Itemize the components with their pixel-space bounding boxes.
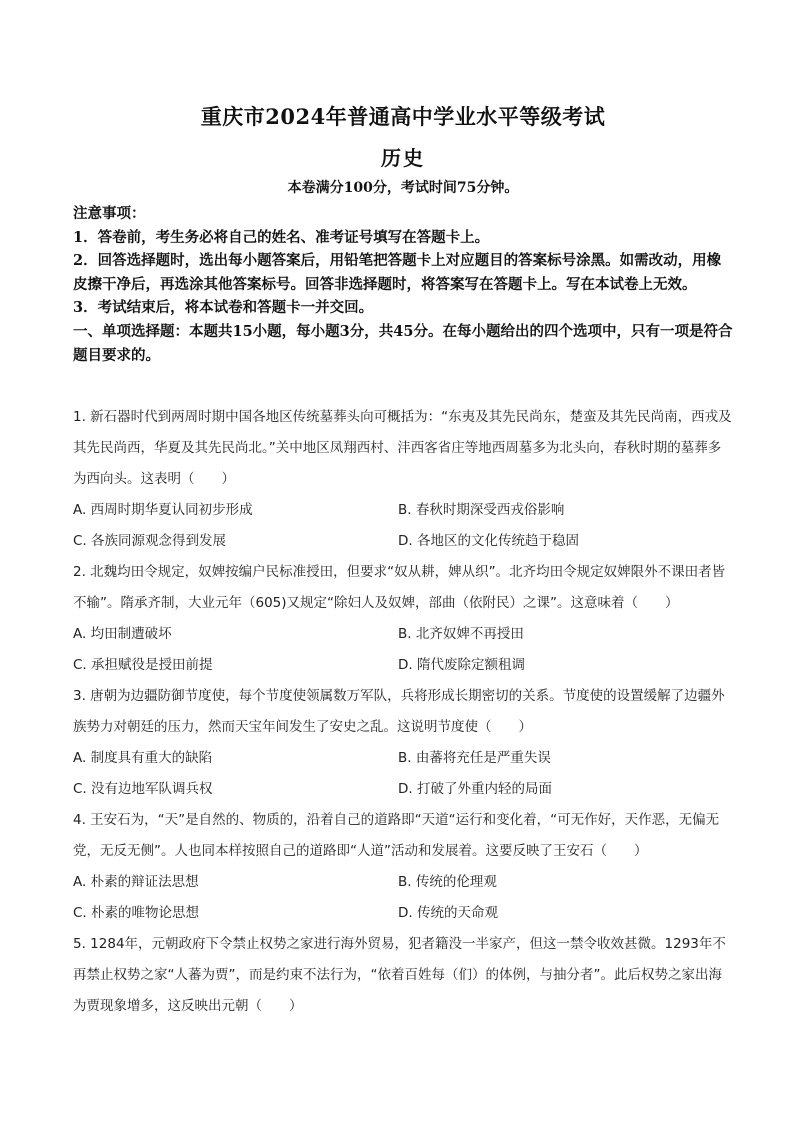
options-grid xyxy=(73,495,733,557)
question-stem: 5. 1284年，元朝政府下令禁止权势之家进行海外贸易，犯者籍没一半家产，但这一禁令收效甚微。1293年不再禁止权势之家“人蕃为贾”，而是约束不法行为，“依着百姓每（们）的体例，与抽分者”。此后权势之家出海为贾现象增多，这反映出元朝（ ） xyxy=(73,936,726,1014)
note-item-3: 3．考试结束后，将本试卷和答题卡一并交回。 xyxy=(73,299,374,316)
option: D. 打破了外重内轻的局面 xyxy=(398,781,552,797)
notes-block xyxy=(73,202,733,368)
exam-title: 重庆市2024年普通高中学业水平等级考试 xyxy=(200,104,606,129)
question-stem: 2. 北魏均田令规定，奴婢按编户民标准授田，但要求“奴从耕，婢从织”。北齐均田令规定奴婢限外不课田者皆不输”。隋承齐制，大业元年（605)又规定“除妇人及奴婢，部曲（依附民）之课”。这意味着（ ） xyxy=(73,564,726,611)
notes-heading: 注意事项： xyxy=(73,205,146,222)
option: A. 制度具有重大的缺陷 xyxy=(73,750,213,766)
option: C. 各族同源观念得到发展 xyxy=(73,533,227,549)
exam-meta: 本卷满分100分，考试时间75分钟。 xyxy=(287,180,519,196)
note-item-1: 1．答卷前，考生务必将自己的姓名、准考证号填写在答题卡上。 xyxy=(73,228,490,246)
option: D. 隋代废除定额租调 xyxy=(398,657,525,673)
question-stem: 4. 王安石为，“天”是自然的、物质的，沿着自己的道路即“天道“运行和变化着，“可无作好，天作恶，无偏无党，无反无侧”。人也同本样按照自己的道路即“人道”活动和发展着。这要反映了王安石（ ） xyxy=(73,812,720,859)
option: B. 春秋时期深受西戎俗影响 xyxy=(398,502,565,518)
section-heading: 一、单项选择题：本题共15小题，每小题3分，共45分。在每小题给出的四个选项中，只有一项是符合题目要求的。 xyxy=(73,322,733,364)
option: B. 由蕃将充任是严重失误 xyxy=(398,750,551,766)
subject-title: 历史 xyxy=(381,146,425,170)
option: A. 朴素的辩证法思想 xyxy=(73,874,199,890)
questions-list xyxy=(73,402,733,1022)
options-grid xyxy=(73,867,733,929)
option: A. 西周时期华夏认同初步形成 xyxy=(73,502,253,518)
options-grid xyxy=(73,743,733,805)
option: C. 没有边地军队调兵权 xyxy=(73,781,213,797)
option: C. 朴素的唯物论思想 xyxy=(73,905,200,921)
note-item-2: 2．回答选择题时，选出每小题答案后，用铅笔把答题卡上对应题目的答案标号涂黑。如需改动，用橡皮擦干净后，再选涂其他答案标号。回答非选择题时，将答案写在答题卡上。写在本试卷上无效。 xyxy=(73,252,722,293)
option: A. 均田制遭破坏 xyxy=(73,626,172,642)
option: C. 承担赋役是授田前提 xyxy=(73,657,213,673)
option: B. 北齐奴婢不再授田 xyxy=(398,626,524,642)
option: B. 传统的伦理观 xyxy=(398,874,497,890)
question-stem: 3. 唐朝为边疆防御节度使，每个节度使领属数万军队，兵将形成长期密切的关系。节度使的设置缓解了边疆外族势力对朝廷的压力，然而天宝年间发生了安史之乱。这说明节度使（ ） xyxy=(73,688,725,735)
option: D. 传统的天命观 xyxy=(398,905,498,921)
option: D. 各地区的文化传统趋于稳固 xyxy=(398,533,579,549)
options-grid xyxy=(73,619,733,681)
question-stem: 1. 新石器时代到两周时期中国各地区传统墓葬头向可概括为：“东夷及其先民尚东，楚蛮及其先民尚南，西戎及其先民尚西，华夏及其先民尚北。”关中地区凤翔西村、沣西客省庄等地西周墓多为北头向，春秋时期的墓葬多为西向头。这表明（ ） xyxy=(73,409,732,487)
